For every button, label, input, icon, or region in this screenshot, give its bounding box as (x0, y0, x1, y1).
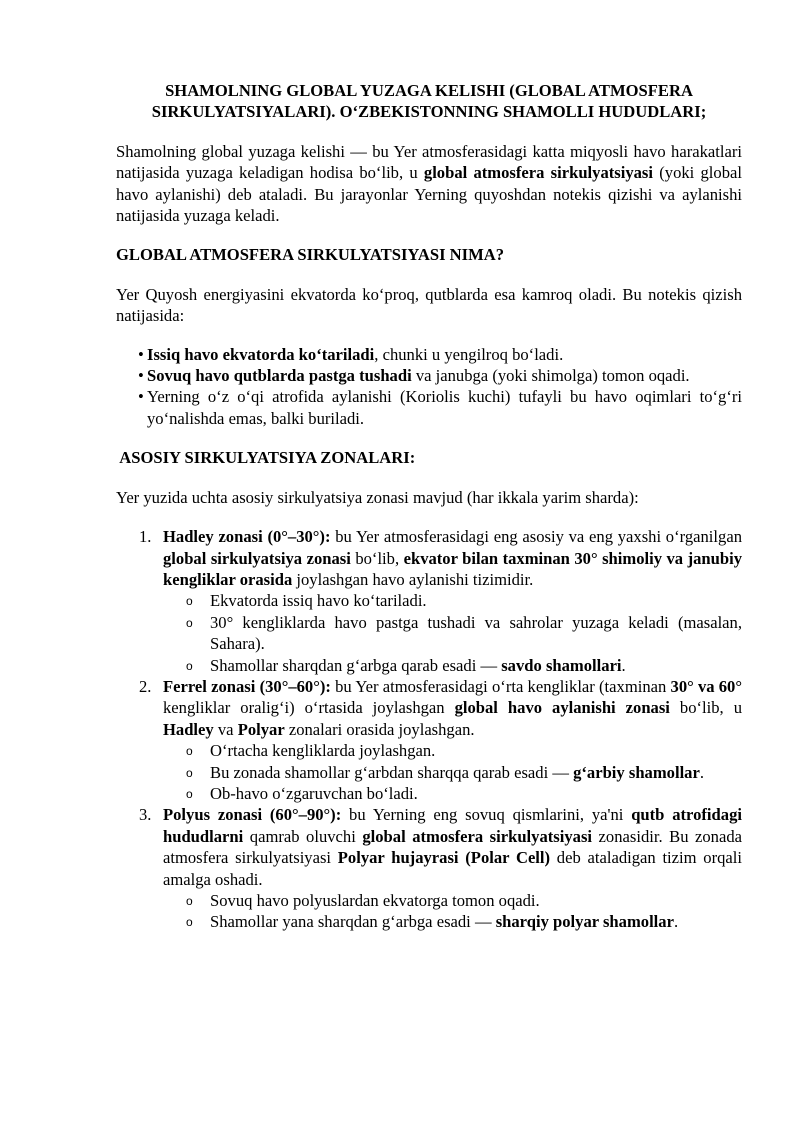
sub-item-text: Sovuq havo polyuslardan ekvatorga tomon oqadi. (210, 891, 540, 910)
zones-list (116, 526, 742, 933)
document-page (116, 80, 742, 933)
zone-text: joylashgan havo aylanishi tizimidir. (292, 569, 534, 589)
sub-item-text: Shamollar sharqdan g‘arbga qarab esadi — (210, 655, 502, 675)
bullet-list (116, 344, 742, 430)
intro-text-2: (yoki global havo aylanishi) deb ataladi. Bu jarayonlar Yerning quyoshdan notekis qizishi va aylanishi natijasida yuzaga keladi. (116, 163, 742, 226)
zone-bold: global havo aylanishi zonasi (454, 698, 670, 718)
section2-paragraph: Yer yuzida uchta asosiy sirkulyatsiya zonasi mavjud (har ikkala yarim sharda): (116, 487, 639, 507)
zone-text: deb ataladigan tizim orqali amalga oshadi. (163, 848, 742, 889)
zone-bold: ekvator bilan taxminan 30° shimoliy va janubiy kengliklar orasida (163, 548, 742, 589)
list-item (116, 365, 742, 386)
zone-title: Polyus zonasi (60°–90°): (163, 805, 342, 825)
zone-bold: 30° va 60° (670, 676, 742, 696)
sub-item-text: Bu zonada shamollar g‘arbdan sharqqa qarab esadi — (210, 762, 574, 782)
sub-list-item (162, 612, 742, 655)
sub-list-item (162, 762, 742, 783)
sub-item-text: Shamollar yana sharqdan g‘arbga esadi — (210, 912, 496, 932)
zone-text: bu Yer atmosferasidagi o‘rta kengliklar (taxminan (330, 676, 671, 696)
section1-paragraph: Yer Quyosh energiyasini ekvatorda ko‘proq, qutblarda esa kamroq oladi. Bu notekis qizish natijasida: (116, 284, 742, 326)
zone-title: Ferrel zonasi (30°–60°): (163, 676, 331, 696)
section-heading-what-is: GLOBAL ATMOSFERA SIRKULYATSIYASI NIMA? (116, 245, 505, 265)
zone-text: qamrab oluvchi (243, 826, 363, 846)
sub-item-tail: . (699, 762, 705, 782)
sub-item-text: Ekvatorda issiq havo ko‘tariladi. (210, 591, 427, 611)
zone-text: bu Yerning eng sovuq qismlarini, ya'ni (341, 805, 632, 825)
sub-list-item (162, 783, 742, 804)
zone-text: zonasidir. Bu zonada atmosfera sirkulyatsiyasi (163, 826, 742, 868)
zone-title: Hadley zonasi (0°–30°): (163, 527, 331, 547)
sub-list (163, 740, 742, 804)
list-number: 1. (139, 527, 152, 547)
zone-text: kengliklar oralig‘i) o‘rtasida joylashgan (163, 698, 455, 718)
zone-bold: Polyar hujayrasi (Polar Cell) (337, 848, 551, 868)
bullet-bold: Sovuq havo qutblarda pastga tushadi (147, 366, 412, 386)
zone-text: bo‘lib, (350, 548, 404, 568)
sub-list-item (162, 590, 742, 611)
document-title: SHAMOLNING GLOBAL YUZAGA KELISHI (GLOBAL ATMOSFERA SIRKULYATSIYALARI). O‘ZBEKISTONNING SHAMOLLI HUDUDLARI; (151, 81, 707, 122)
sub-item-text: 30° kengliklarda havo pastga tushadi va sahrolar yuzaga keladi (masalan, Sahara). (210, 612, 742, 654)
zone-bold: Polyar (237, 719, 285, 739)
sub-item-text: O‘rtacha kengliklarda joylashgan. (210, 741, 436, 761)
bullet-text: va janubga (yoki shimolga) tomon oqadi. (411, 366, 690, 386)
zone-item-hadley (116, 526, 742, 676)
intro-bold-term: global atmosfera sirkulyatsiyasi (423, 163, 654, 183)
bullet-text: , chunki u yengilroq bo‘ladi. (374, 344, 564, 364)
zone-bold: Hadley (163, 719, 214, 739)
zone-text: bu Yer atmosferasidagi eng asosiy va eng yaxshi o‘rganilgan (330, 527, 742, 547)
bullet-bold: Issiq havo ekvatorda ko‘tariladi (147, 344, 375, 364)
sub-list-item (162, 740, 742, 761)
sub-list (163, 890, 742, 933)
bullet-text: Yerning o‘z o‘qi atrofida aylanishi (Koriolis kuchi) tufayli bu havo oqimlari to‘g‘ri yo‘nalishda emas, balki buriladi. (147, 387, 742, 428)
sub-item-bold: sharqiy polyar shamollar (495, 912, 674, 932)
zone-item-ferrel (116, 676, 742, 804)
sub-item-tail: . (621, 655, 626, 675)
list-number: 3. (139, 805, 152, 825)
intro-paragraph (116, 141, 742, 227)
sub-item-bold: g‘arbiy shamollar (573, 762, 700, 782)
sub-list-item (162, 911, 742, 932)
sub-list-item (162, 655, 742, 676)
sub-item-text: Ob-havo o‘zgaruvchan bo‘ladi. (210, 783, 418, 803)
sub-item-bold: savdo shamollari (501, 655, 622, 675)
list-item (116, 386, 742, 429)
zone-text: zonalari orasida joylashgan. (284, 719, 475, 739)
zone-bold: global sirkulyatsiya zonasi (163, 548, 351, 568)
zone-text: bo‘lib, u (669, 698, 742, 718)
zone-item-polar (116, 804, 742, 932)
zone-bold: qutb atrofidagi hududlarni (163, 805, 742, 846)
sub-item-tail: . (673, 912, 679, 932)
list-number: 2. (139, 676, 152, 696)
list-item (116, 344, 742, 365)
section-heading-zones: ASOSIY SIRKULYATSIYA ZONALARI: (116, 448, 416, 468)
zone-bold: global atmosfera sirkulyatsiyasi (362, 826, 593, 846)
intro-text-1: Shamolning global yuzaga kelishi — bu Yer atmosferasidagi katta miqyosli havo harakatlari natijasida yuzaga keladigan hodisa bo‘lib, u (116, 141, 742, 183)
zone-text: va (213, 719, 238, 739)
sub-list-item (162, 890, 742, 911)
sub-list (163, 590, 742, 676)
